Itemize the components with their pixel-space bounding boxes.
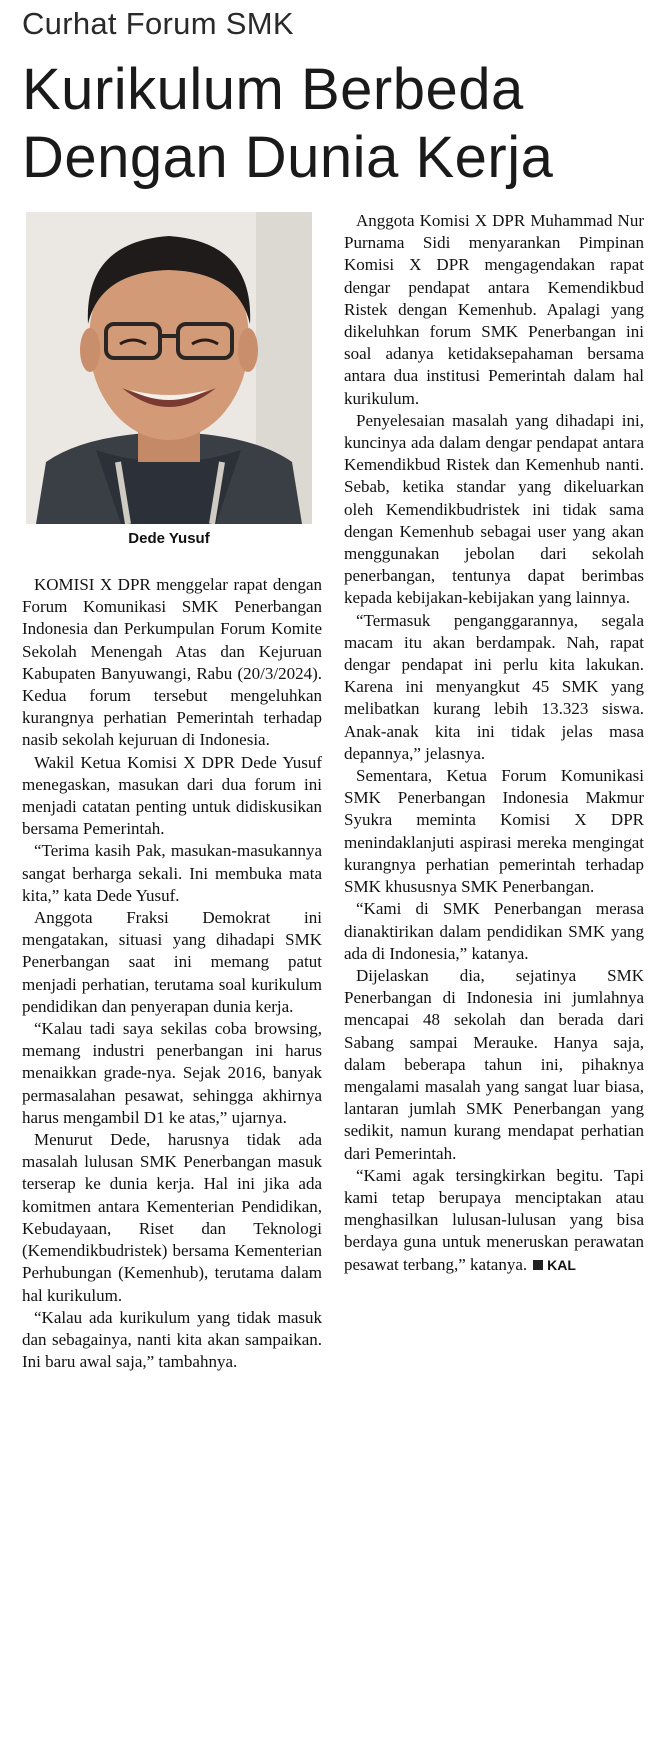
- body-paragraph: Dijelaskan dia, sejatinya SMK Penerbangan di Indonesia ini jumlahnya mencapai 48 sekolah dan berada dari Sabang sampai Merauke. Hanya saja, dalam beberapa tahun ini, pihaknya mengalami masalah yang sangat luar biasa, lantaran jumlah SMK Penerbangan yang sedikit, namun kurang mendapat perhatian dari Pemerintah.: [344, 965, 644, 1163]
- body-paragraph: “Kalau tadi saya sekilas coba browsing, memang industri penerbangan ini harus menaikkan grade-nya. Sejak 2016, banyak permasalahan pesawat, sehingga akhirnya harus mengambil D1 ke atas,” ujarnya.: [22, 1019, 322, 1127]
- body-paragraph: “Termasuk penganggarannya, segala macam itu akan berdampak. Nah, rapat dengar pendapat ini perlu kita lakukan. Karena ini menyangkut 45 SMK yang melibatkan kurang lebih 13.323 siswa. Anak-anak kita ini tidak jelas masa depannya,” jelasnya.: [344, 610, 644, 763]
- byline: KAL: [547, 1256, 576, 1273]
- body-paragraph: “Kami di SMK Penerbangan merasa dianaktirikan dalam pendidikan SMK yang ada di Indonesia,” katanya.: [344, 899, 644, 963]
- body-paragraph: [344, 1165, 644, 1276]
- body-paragraph: “Kalau ada kurikulum yang tidak masuk dan sebagainya, nanti kita akan sampaikan. Ini baru awal saja,” tambahnya.: [22, 1307, 322, 1372]
- photo-caption: Dede Yusuf: [128, 530, 210, 547]
- body-paragraph: Penyelesaian masalah yang dihadapi ini, kuncinya ada dalam dengar pendapat antara Kemendikbud Ristek dan Kemenhub nanti. Sebab, ketika standar yang dikeluarkan oleh Kemendikbudristek ini tidak sama dengan Kemenhub sebagai user yang akan menggunakan jebolan dari sekolah penerbangan, tentunya dapat berimbas kepada kebijakan-kebijakan yang lainnya.: [344, 410, 644, 608]
- right-column: [344, 210, 644, 1276]
- body-paragraph: Menurut Dede, harusnya tidak ada masalah lulusan SMK Penerbangan masuk terserap ke dunia kerja. Hal ini jika ada komitmen antara Kementerian Pendidikan, Kebudayaan, Riset dan Teknologi (Kemendikbudristek) bersama Kementerian Perhubungan (Kemenhub), terutama dalam hal kurikulum.: [22, 1130, 322, 1305]
- left-column: [22, 574, 322, 1373]
- portrait-illustration: [26, 212, 312, 524]
- body-paragraph: Anggota Fraksi Demokrat ini mengatakan, situasi yang dihadapi SMK Penerbangan saat ini memang patut menjadi perhatian, terutama soal kurikulum pendidikan dan penyerapan dunia kerja.: [22, 908, 322, 1016]
- article-kicker: Curhat Forum SMK: [22, 6, 294, 41]
- body-paragraph: Anggota Komisi X DPR Muhammad Nur Purnama Sidi menyarankan Pimpinan Komisi X DPR mengagendakan rapat dengar pendapat antara Kemendikbud Ristek dengan Kemenhub. Apalagi yang dikeluhkan forum SMK Penerbangan ini soal adanya ketidaksepahaman bersama antara dua institusi Pemerintah dalam hal kurikulum.: [344, 211, 644, 408]
- end-square-icon: [533, 1260, 543, 1270]
- body-paragraph: KOMISI X DPR menggelar rapat dengan Forum Komunikasi SMK Penerbangan Indonesia dan Perkumpulan Forum Komite Sekolah Menengah Atas dan Kejuruan Kabupaten Banyuwangi, Rabu (20/3/2024). Kedua forum tersebut mengeluhkan kurangnya perhatian Pemerintah terhadap nasib sekolah kejuruan di Indonesia.: [22, 575, 322, 750]
- body-paragraph: “Terima kasih Pak, masukan-masukannya sangat berharga sekali. Ini membuka mata kita,” kata Dede Yusuf.: [22, 841, 322, 905]
- body-paragraph: Wakil Ketua Komisi X DPR Dede Yusuf menegaskan, masukan dari dua forum ini menjadi catatan penting untuk didiskusikan bersama Pemerintah.: [22, 752, 322, 839]
- portrait-photo: [26, 212, 312, 524]
- article-headline: Kurikulum Berbeda Dengan Dunia Kerja: [22, 57, 554, 190]
- final-paragraph-text: “Kami agak tersingkirkan begitu. Tapi kami tetap berupaya menciptakan atau menghasilkan lulusan-lulusan yang bisa berdaya guna untuk meneruskan perawatan pesawat terbang,” katanya.: [344, 1165, 644, 1274]
- body-paragraph: Sementara, Ketua Forum Komunikasi SMK Penerbangan Indonesia Makmur Syukra meminta Komisi X DPR menindaklanjuti aspirasi mereka mengingat kurangnya perhatian pemerintah terhadap SMK khususnya SMK Penerbangan.: [344, 766, 644, 897]
